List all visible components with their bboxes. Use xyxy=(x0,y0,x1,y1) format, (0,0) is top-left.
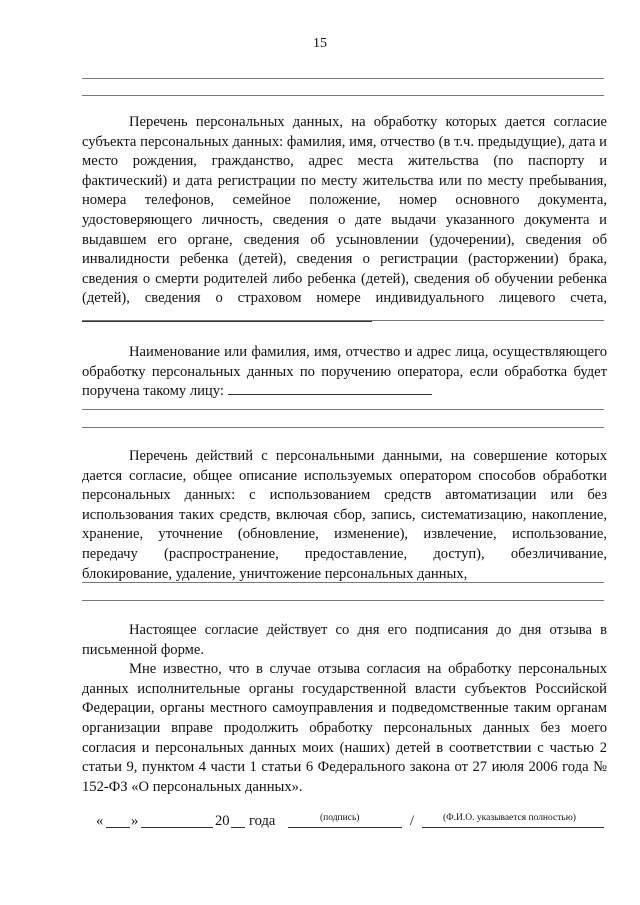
operator-text: Наименование или фамилия, имя, отчество и адрес лица, осуществляющего обработку персональных данных по поручению оператора, если обработка будет поручена такому лицу: xyxy=(82,344,607,400)
actions-text: Перечень действий с персональными данными, на совершение которых дается согласие, общее описание используемых оператором способов обработки персональных данных: с использованием средств автоматизации или без использования таких средств, включая сбор, запись, систематизацию, накопление, хранение, уточнение (обновление, изменение), извлечение, использование, передачу (распространение, предоставление, доступ), обезличивание, блокирование, удаление, уничтожение персональных данных, xyxy=(82,448,607,582)
top-rule-1 xyxy=(82,78,604,79)
signature-field[interactable] xyxy=(288,827,402,828)
day-field[interactable] xyxy=(106,827,130,828)
page-number: 15 xyxy=(313,36,327,51)
withdrawal-text: Мне известно, что в случае отзыва согласия на обработку персональных данных исполнительные органы государственной власти субъектов Российской Федерации, органы местного самоуправления и подведомственные таким органам организации вправе продолжить обработку персональных данных без моего согласия и персональных данных моих (наших) детей в соответствии с частью 2 статьи 9, пунктом 4 части 1 статьи 6 Федерального закона от 27 июля 2006 года № 152-ФЗ «О персональных данных». xyxy=(82,661,607,795)
name-caption: (Ф.И.О. указывается полностью) xyxy=(443,813,576,823)
actions-rule-2[interactable] xyxy=(82,600,604,601)
personal-data-paragraph xyxy=(82,113,607,329)
personal-data-text: Перечень персональных данных, на обработку которых дается согласие субъекта персональных данных: фамилия, имя, отчество (в т.ч. предыдущие), дата и место рождения, гражданство, адрес места жительства (по паспорту и фактический) и дата регистрации по месту жительства или по месту пребывания, номера телефонов, семейное положение, номер основного документа, удостоверяющего личность, сведения о дате выдачи указанного документа и выдавшем его органе, сведения об усыновлении (удочерении), сведения об инвалидности ребенка (детей), сведения о регистрации (расторжении) брака, сведения о смерти родителей либо ребенка (детей), сведения об обучении ребенка (детей), сведения о страховом номере индивидуального лицевого счета, xyxy=(82,114,607,307)
operator-paragraph xyxy=(82,343,607,402)
validity-paragraph xyxy=(82,621,607,797)
quote-open: « xyxy=(96,813,104,829)
year-field[interactable] xyxy=(231,827,245,828)
personal-data-rule[interactable] xyxy=(82,320,604,321)
operator-fill-line[interactable] xyxy=(228,382,432,395)
actions-paragraph xyxy=(82,447,607,584)
full-name-field[interactable] xyxy=(422,827,604,828)
slash: / xyxy=(410,813,415,829)
actions-rule-1[interactable] xyxy=(82,582,604,583)
top-rule-2 xyxy=(82,95,604,96)
year-word: года xyxy=(249,813,276,829)
signature-block xyxy=(82,813,607,853)
signature-caption: (подпись) xyxy=(320,813,360,823)
operator-rule-1[interactable] xyxy=(82,409,604,410)
validity-text: Настоящее согласие действует со дня его подписания до дня отзыва в письменной форме. xyxy=(82,622,607,658)
operator-rule-2[interactable] xyxy=(82,427,604,428)
quote-close: » xyxy=(131,813,139,829)
month-field[interactable] xyxy=(141,827,213,828)
year-prefix: 20 xyxy=(215,813,230,829)
